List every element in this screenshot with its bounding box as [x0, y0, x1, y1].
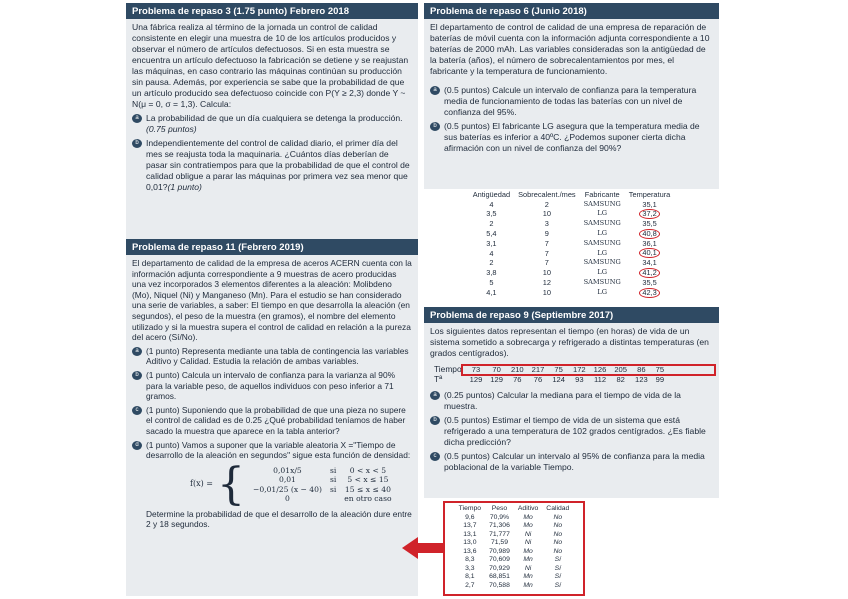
- problem-11-panel: [126, 239, 418, 596]
- table-cell: 36,1: [642, 238, 657, 248]
- density-expr: 0,01x/5: [273, 465, 302, 475]
- problem-11-title: Problema de repaso 11 (Febrero 2019): [126, 239, 418, 255]
- problem-3-item-a: [132, 113, 412, 135]
- item-points: (0.75 puntos): [146, 124, 197, 134]
- bullet-d-icon: d: [132, 441, 142, 450]
- table-cell: Mo: [523, 547, 533, 555]
- table-cell: [625, 288, 675, 298]
- col-header: Temperatura: [628, 190, 671, 199]
- problem-11-intro: El departamento de calidad de la empresa de aceros ACERN cuenta con la información adjunta correspondiente a 9 muestras de acero producidas una vez incorporados 3 elementos diferentes a la aleación: Molibdeno (Mo), Niquel (Ni) y Manganeso (Mn). Para el estudio se han considerado una serie de variables, a saber: El tiempo en que desarrolla la aleación (en segundos), el peso de la muestra (en gramos), el nombre del elemento utilizado y si la muestra supera el control de calidad en relación a la pureza del acero (Sí/No).: [132, 258, 412, 343]
- density-expr: −0,01/25 (x − 40): [252, 484, 322, 494]
- problem-6-panel: [424, 3, 719, 189]
- tiempo-cell: 73: [471, 365, 481, 374]
- table-cell: 3: [544, 219, 549, 229]
- circled-value: 37,2: [639, 209, 659, 219]
- table-cell: 4,1: [486, 287, 497, 297]
- col-header: Aditivo: [517, 505, 539, 512]
- table-row: [455, 548, 574, 557]
- table-row: [469, 209, 675, 219]
- item-text: (0.5 puntos) Estimar el tiempo de vida de un sistema que está refrigerado a una temperatura de 102 grados centígrados. ¿Es fiable dicha predicción?: [444, 415, 706, 448]
- table-row: [455, 573, 574, 582]
- temp-cell: 82: [616, 374, 625, 384]
- col-header: Sobrecalent./mes: [518, 190, 576, 199]
- problem-6-item-b: [430, 121, 713, 154]
- steel-table: [455, 505, 574, 590]
- table-cell: SAMSUNG: [583, 238, 621, 247]
- tiempo-cell: 210: [510, 365, 524, 374]
- bullet-b-icon: b: [132, 371, 142, 380]
- temp-cell: 129: [469, 374, 483, 384]
- table-cell: Mn: [523, 581, 533, 589]
- table-cell: [625, 209, 675, 219]
- problem-3-intro: Una fábrica realiza al término de la jornada un control de calidad consistente en elegir una muestra de 10 de los artículos producidos y observar el número de artículos defectuosos. Si en esta muestra se encuentra un artículo defectuoso la fabricación se detiene y se reajustan las máquinas, en caso contrario las máquinas continúan su producción sin pausa. Además, por experiencia se sabe que la probabilidad de que un artículo producido sea defectuoso coincide con P(Y ≥ 2,3) donde Y ~ N(μ = 0, σ = 1,3). Calcula:: [132, 22, 409, 109]
- table-cell: 71,306: [489, 522, 510, 529]
- table-cell: 3,1: [486, 238, 497, 248]
- tiempo-cell: 217: [531, 365, 545, 374]
- tiempo-cell: 70: [492, 365, 501, 374]
- table-cell: 7: [544, 248, 549, 258]
- table-cell: No: [553, 539, 563, 546]
- table-cell: 13,7: [463, 522, 477, 529]
- temp-cell: 123: [635, 374, 648, 384]
- temp-cell: 99: [655, 374, 665, 384]
- table-cell: 4: [489, 199, 494, 209]
- problem-11-item-d: [132, 440, 412, 461]
- table-row: [455, 531, 574, 540]
- table-cell: 2: [544, 199, 549, 209]
- table-cell: 68,851: [489, 573, 510, 580]
- table-cell: 7: [544, 238, 549, 248]
- table-cell: SAMSUNG: [583, 258, 621, 267]
- table-cell: Ni: [524, 530, 532, 538]
- density-function: f(x) = { 0,01x/5 si 0 < x < 5 0,01 si 5 < x ≤ 15 −0,01/25 (x − 40) si 15 ≤ x ≤ 40 0 en otro caso: [190, 463, 412, 507]
- bullet-b-icon: b: [132, 139, 142, 148]
- table-cell: [625, 248, 675, 258]
- density-si: si: [329, 465, 337, 475]
- problem-11-closing: Determine la probabilidad de que el desarrollo de la aleación dure entre 2 y 18 segundos.: [146, 508, 412, 530]
- tiempo-cell: 75: [554, 365, 563, 374]
- table-cell: 35,5: [642, 277, 657, 287]
- problem-9-title: Problema de repaso 9 (Septiembre 2017): [424, 307, 719, 323]
- col-header: Calidad: [546, 505, 570, 512]
- density-expr: 0,01: [278, 475, 296, 485]
- table-cell: SAMSUNG: [583, 277, 621, 286]
- table-cell: 4: [489, 248, 494, 258]
- table-cell: LG: [597, 228, 608, 237]
- temp-cell: 124: [552, 374, 565, 384]
- table-cell: 10: [542, 287, 551, 297]
- tiempo-cell: 205: [614, 365, 627, 374]
- table-row: [469, 248, 675, 258]
- table-cell: Sí: [554, 581, 562, 589]
- item-text: (1 punto) Vamos a suponer que la variable aleatoria X ="Tiempo de desarrollo de la aleación en segundos" sigue esta función de densidad:: [146, 439, 411, 461]
- table-cell: 70,9%: [489, 513, 510, 521]
- table-cell: No: [553, 522, 563, 529]
- bullet-b-icon: b: [430, 416, 440, 425]
- table-cell: SAMSUNG: [583, 219, 621, 228]
- item-points: (1 punto): [167, 182, 202, 192]
- table-cell: Mo: [523, 522, 533, 529]
- table-cell: 5,4: [486, 228, 497, 238]
- table-cell: Ni: [524, 539, 532, 546]
- table-cell: Sí: [554, 556, 562, 563]
- table-cell: No: [553, 513, 563, 521]
- table-row: [455, 522, 574, 531]
- item-text: (0.5 puntos) El fabricante LG asegura que la temperatura media de sus baterías es inferior a 40ºC. ¿Podemos suponer cierta dicha afirmación con un nivel de confianza del 90%?: [444, 121, 700, 153]
- table-cell: Mn: [523, 556, 533, 563]
- problem-3-title: Problema de repaso 3 (1.75 punto) Febrero 2018: [126, 3, 418, 19]
- problem-9-item-a: [430, 390, 713, 412]
- red-arrow-icon: [402, 537, 444, 559]
- bullet-a-icon: a: [430, 391, 440, 400]
- density-cond: en otro caso: [344, 494, 392, 504]
- table-row: [469, 278, 675, 288]
- table-cell: Sí: [554, 573, 562, 580]
- table-cell: 12: [542, 277, 551, 287]
- table-cell: SAMSUNG: [583, 199, 621, 208]
- table-cell: LG: [597, 248, 608, 257]
- table-cell: Mn: [523, 573, 533, 580]
- table-row: [469, 239, 675, 249]
- circled-value: 40,1: [639, 248, 659, 258]
- bullet-c-icon: c: [132, 406, 142, 415]
- table-cell: 71,59: [490, 539, 508, 546]
- table-cell: 9,6: [465, 513, 475, 521]
- table-cell: LG: [597, 268, 608, 277]
- table-row: [455, 514, 574, 523]
- table-cell: 2: [489, 258, 494, 268]
- table-cell: 5: [489, 277, 494, 287]
- table-cell: 13,6: [463, 547, 477, 555]
- table-cell: 8,1: [465, 573, 475, 580]
- item-text: (0.5 puntos) Calcule un intervalo de confianza para la temperatura media de funcionamiento de todas las baterías con un nivel de confianza del 95%.: [444, 85, 697, 117]
- table-cell: 3,5: [486, 209, 497, 219]
- table-cell: 3,3: [465, 564, 475, 572]
- row-label: Tiempo: [434, 364, 462, 374]
- table-row: [469, 219, 675, 229]
- item-text: (0.25 puntos) Calcular la mediana para el tiempo de vida de la muestra.: [444, 390, 681, 412]
- circled-value: 42,3: [639, 288, 659, 298]
- table-cell: Ni: [524, 564, 532, 572]
- item-text: (1 punto) Suponiendo que la probabilidad de que una pieza no supere el control de calidad es de 0.25 ¿Qué probabilidad teníamos de haber sacado la muestra que aparece en la tabla anterior?: [146, 404, 406, 436]
- table-row: [469, 258, 675, 268]
- tiempo-cell: 126: [593, 365, 607, 374]
- bullet-c-icon: c: [430, 452, 440, 461]
- bullet-b-icon: b: [430, 122, 440, 131]
- tiempo-cell: 172: [572, 365, 586, 374]
- problem-9-panel: [424, 307, 719, 498]
- bullet-a-icon: a: [132, 114, 142, 123]
- table-cell: 2,7: [465, 581, 475, 589]
- item-text: (1 punto) Calcula un intervalo de confianza para la varianza al 90% para la variable peso, de aquellos individuos con peso inferior a 71 gramos.: [146, 369, 396, 402]
- table-cell: 3,8: [486, 268, 497, 278]
- circled-value: 40,8: [639, 229, 659, 239]
- item-text: (0.5 puntos) Calcular un intervalo al 95% de confianza para la media poblacional de la variable Tiempo.: [444, 451, 705, 473]
- table-cell: [625, 229, 675, 239]
- density-cond: 15 ≤ x ≤ 40: [344, 484, 391, 494]
- table-cell: 2: [489, 219, 494, 229]
- circled-value: 41,2: [639, 268, 659, 278]
- problem-9-item-c: [430, 451, 713, 473]
- table-row: [469, 268, 675, 278]
- density-cond: 5 < x ≤ 15: [347, 475, 389, 485]
- col-header: Fabricante: [584, 190, 620, 199]
- temp-cell: 112: [593, 374, 607, 384]
- problem-11-item-b: [132, 370, 412, 402]
- tiempo-cell: 86: [637, 365, 646, 374]
- density-lhs: f(x) =: [190, 479, 213, 489]
- table-row: [455, 582, 574, 591]
- table-row: [455, 565, 574, 574]
- density-si: [326, 494, 340, 504]
- item-text: (1 punto) Representa mediante una tabla de contingencia las variables Aditivo y Calidad. Estudia la relación de ambas variables.: [146, 345, 409, 367]
- density-si: si: [329, 484, 337, 494]
- problem-3-panel: [126, 3, 418, 239]
- table-cell: 70,989: [489, 547, 510, 555]
- col-header: Antigüedad: [472, 190, 511, 199]
- table-cell: No: [553, 530, 563, 538]
- battery-table-area: [424, 190, 719, 304]
- tiempo-cell: 75: [655, 365, 665, 374]
- table-cell: 35,1: [642, 199, 657, 209]
- density-expr: 0: [285, 494, 290, 504]
- item-text: Independientemente del control de calidad diario, el primer día del mes se reajusta toda la maquinaria. ¿Cuántos días deberían de pasar sin contratiempos para que la probabilidad de que el control de calidad obligue a parar las máquinas por primera vez sea menor que 0,01?: [146, 138, 410, 192]
- item-text: La probabilidad de que un día cualquiera se detenga la producción.: [146, 113, 403, 123]
- table-cell: 7: [544, 258, 549, 268]
- table-row: [469, 288, 675, 298]
- table-cell: 70,588: [489, 581, 510, 589]
- problem-6-title: Problema de repaso 6 (Junio 2018): [424, 3, 719, 19]
- table-cell: 13,0: [463, 539, 477, 546]
- table-cell: 10: [542, 268, 551, 278]
- table-cell: 34,1: [642, 258, 657, 268]
- density-cond: 0 < x < 5: [349, 465, 387, 475]
- table-cell: Sí: [554, 564, 562, 572]
- row-label: Tª: [434, 373, 443, 384]
- table-row: [455, 556, 574, 565]
- table-cell: 10: [542, 209, 551, 219]
- table-cell: LG: [597, 287, 608, 296]
- table-cell: 8,3: [465, 556, 475, 563]
- problem-9-intro: Los siguientes datos representan el tiempo (en horas) de vida de un sistema sometido a sobrecarga y refrigerado a distintas temperaturas (en grados centígrados).: [430, 326, 709, 358]
- bullet-a-icon: a: [132, 347, 142, 356]
- table-cell: LG: [597, 209, 608, 218]
- bullet-a-icon: a: [430, 86, 440, 95]
- problem-9-item-b: [430, 415, 713, 448]
- problem-6-item-a: [430, 85, 713, 118]
- density-table: [249, 466, 396, 504]
- table-cell: 71,777: [489, 530, 510, 538]
- temp-cell: 76: [533, 374, 543, 384]
- table-cell: Mo: [523, 513, 533, 521]
- table-cell: 9: [544, 228, 549, 238]
- time-temp-table-wrap: [430, 365, 713, 384]
- table-cell: [625, 268, 675, 278]
- table-cell: 70,609: [489, 556, 510, 563]
- table-cell: 70,929: [489, 564, 510, 572]
- problem-11-item-c: [132, 405, 412, 437]
- table-cell: 13,1: [463, 530, 477, 538]
- col-header: Tiempo: [458, 505, 482, 512]
- col-header: Peso: [491, 505, 508, 512]
- tiempo-highlight: [461, 364, 716, 376]
- density-si: si: [329, 475, 337, 485]
- battery-table: [469, 190, 675, 298]
- table-cell: No: [553, 547, 563, 555]
- table-row: [469, 229, 675, 239]
- problem-11-item-a: [132, 346, 412, 367]
- problem-3-item-b: [132, 138, 412, 193]
- temp-cell: 76: [513, 374, 522, 384]
- table-cell: 35,5: [642, 219, 657, 229]
- table-row: [455, 539, 574, 548]
- table-row: [469, 200, 675, 210]
- problem-6-intro: El departamento de control de calidad de una empresa de reparación de baterías de móvil cuenta con la información adjunta correspondiente a 10 baterías de 2000 mAh. Las variables consideradas son la antigüedad de la batería (años), el número de sobrecalentamientos por mes, el fabricante y la temperatura de funcionamiento.: [430, 22, 710, 76]
- temp-cell: 93: [575, 374, 584, 384]
- steel-table-box: [443, 501, 585, 596]
- temp-cell: 129: [490, 374, 503, 384]
